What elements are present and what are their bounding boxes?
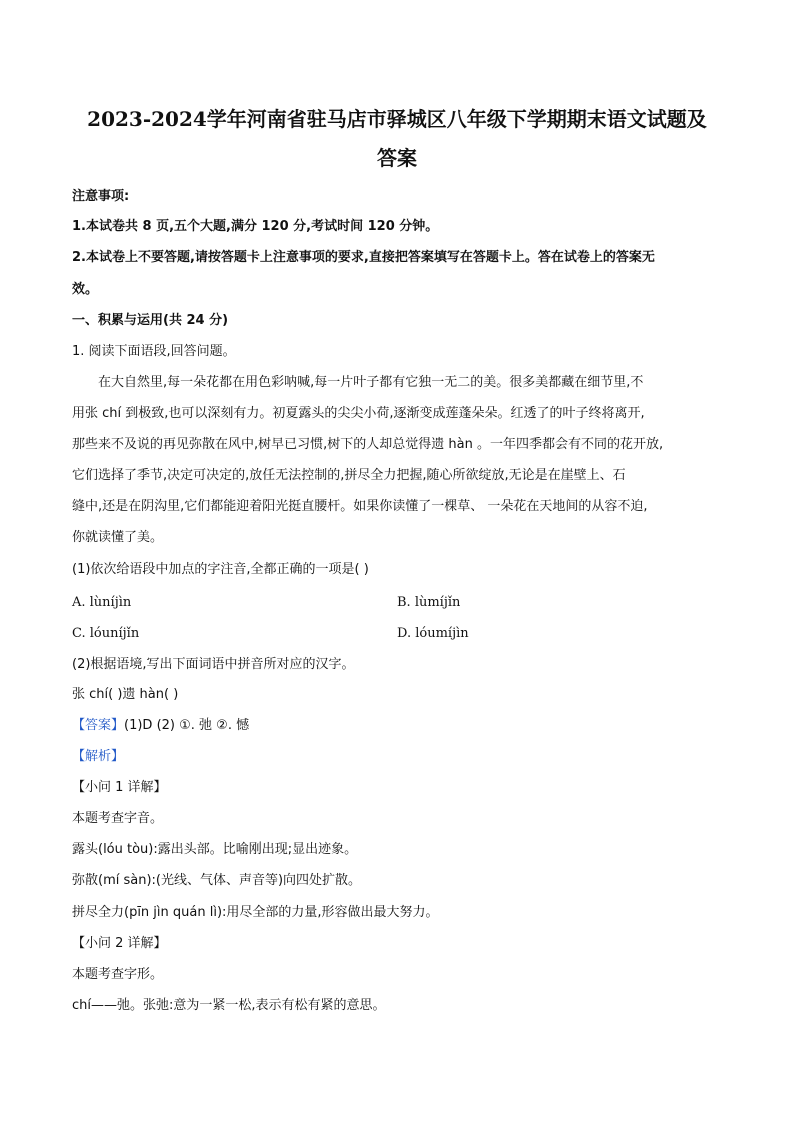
passage-line: 缝中,还是在阴沟里,它们都能迎着阳光挺直腰杆。如果你读懂了一棵草、 一朵花在天地间的从容不迫, [72, 499, 648, 514]
option-d: D. lóumíjìn [397, 626, 469, 641]
detail-2-intro: 本题考查字形。 [72, 967, 164, 982]
detail-2-heading: 【小问 2 详解】 [72, 936, 167, 951]
page-title-line1: 2023-2024学年河南省驻马店市驿城区八年级下学期期末语文试题及 [87, 107, 707, 131]
analysis-label: 【解析】 [72, 749, 125, 764]
sub-question-2: (2)根据语境,写出下面词语中拼音所对应的汉字。 [72, 657, 355, 672]
question-1-prompt: 1. 阅读下面语段,回答问题。 [72, 344, 236, 359]
page-title-line2: 答案 [377, 146, 417, 170]
section-heading: 一、积累与运用(共 24 分) [72, 313, 229, 328]
notice-item-2-line1: 2.本试卷上不要答题,请按答题卡上注意事项的要求,直接把答案填写在答题卡上。答在试卷上的答案无 [72, 250, 655, 265]
detail-1-heading: 【小问 1 详解】 [72, 780, 167, 795]
option-c: C. lóuníjǐn [72, 626, 140, 641]
passage-line: 用张 chí 到极致,也可以深刻有力。初夏露头的尖尖小荷,逐渐变成莲蓬朵朵。红透了的叶子终将离开, [72, 406, 645, 421]
detail-1-item: 弥散(mí sàn):(光线、气体、声音等)向四处扩散。 [72, 873, 362, 888]
option-a: A. lùníjìn [72, 595, 132, 610]
option-b: B. lùmíjǐn [397, 595, 461, 610]
answer-line [72, 717, 734, 735]
detail-1-item: 拼尽全力(pīn jìn quán lì):用尽全部的力量,形容做出最大努力。 [72, 905, 439, 920]
answer-label: 【答案】 [72, 718, 125, 733]
sub-question-1: (1)依次给语段中加点的字注音,全都正确的一项是( ) [72, 562, 369, 577]
passage-line: 它们选择了季节,决定可决定的,放任无法控制的,拼尽全力把握,随心所欲绽放,无论是在崖壁上、石 [72, 468, 626, 483]
notice-item-1: 1.本试卷共 8 页,五个大题,满分 120 分,考试时间 120 分钟。 [72, 219, 439, 234]
passage-line: 你就读懂了美。 [72, 530, 164, 545]
detail-1-intro: 本题考查字音。 [72, 811, 164, 826]
notice-item-2-line2: 效。 [72, 282, 99, 297]
detail-2-item: chí——弛。张弛:意为一紧一松,表示有松有紧的意思。 [72, 998, 386, 1013]
fill-in-blanks: 张 chí( )遗 hàn( ) [72, 687, 179, 702]
passage-line: 在大自然里,每一朵花都在用色彩呐喊,每一片叶子都有它独一无二的美。很多美都藏在细节里,不 [98, 375, 644, 390]
passage-line: 那些来不及说的再见弥散在风中,树早已习惯,树下的人却总觉得遗 hàn 。一年四季都会有不同的花开放, [72, 437, 664, 452]
answer-text: (1)D (2) ①. 弛 ②. 憾 [124, 718, 250, 733]
notice-heading: 注意事项: [72, 189, 130, 204]
detail-1-item: 露头(lóu tòu):露出头部。比喻刚出现;显出迹象。 [72, 842, 358, 857]
